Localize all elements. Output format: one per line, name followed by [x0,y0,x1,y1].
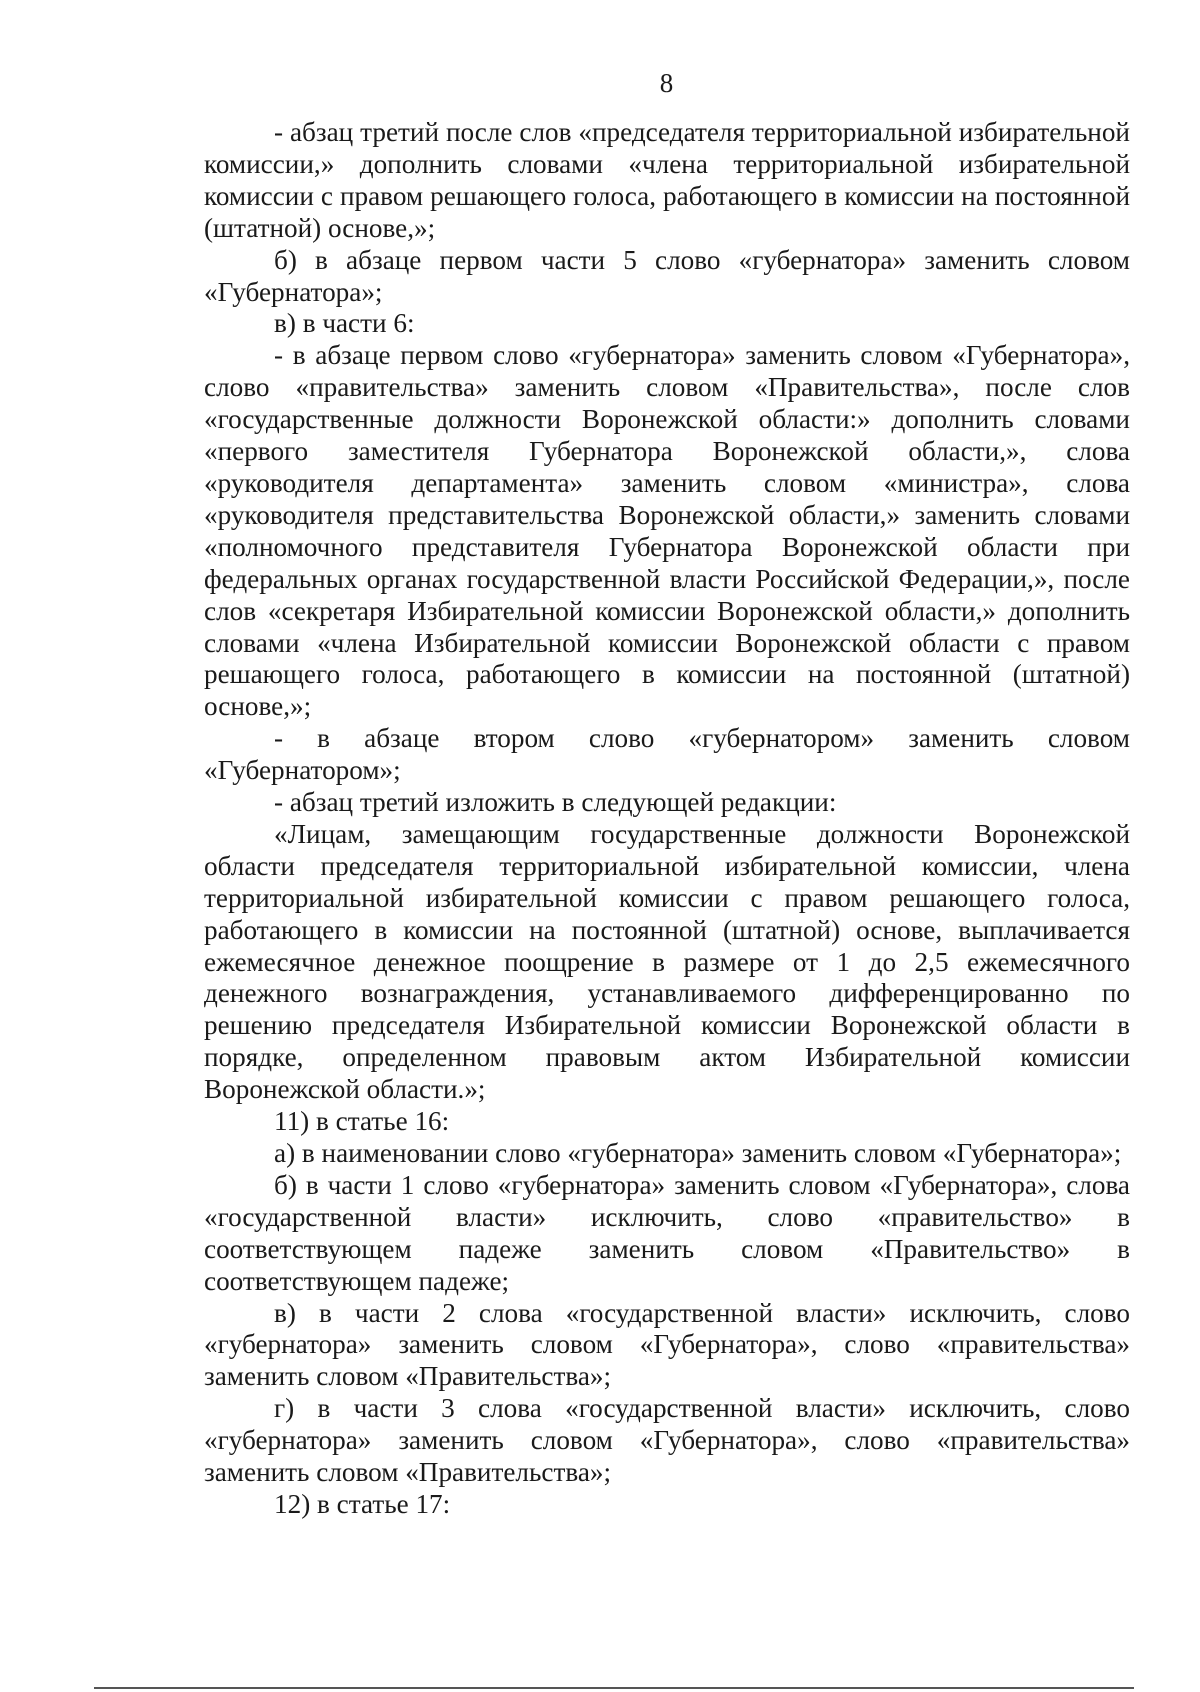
paragraph: - абзац третий изложить в следующей редакции: [274,787,837,818]
bottom-scan-edge [94,1687,1134,1689]
paragraph: - абзац третий после слов «председателя территориальной избирательной комиссии,» дополнить словами «члена территориальной избирательной комиссии с правом решающего голоса, работающего в комиссии на постоянной (штатной) основе,»; [204,117,1130,243]
document-body [204,117,1130,1521]
paragraph: б) в абзаце первом части 5 слово «губернатора» заменить словом «Губернатора»; [204,244,1130,307]
paragraph: 11) в статье 16: [274,1106,450,1137]
paragraph: - в абзаце первом слово «губернатора» заменить словом «Губернатора», слово «правительства» заменить словом «Правительства», после слов «государственные должности Воронежской области:» дополнить словами «первого заместителя Губернатора Воронежской области,», слова «руководителя департамента» заменить словом «министра», слова «руководителя представительства Воронежской области,» заменить словами «полномочного представителя Губернатора Воронежской области при федеральных органах государственной власти Российской Федерации,», после слов «секретаря Избирательной комиссии Воронежской области,» дополнить словами «члена Избирательной комиссии Воронежской области с правом решающего голоса, работающего в комиссии на постоянной (штатной) основе,»; [204,340,1130,722]
paragraph: г) в части 3 слова «государственной власти» исключить, слово «губернатора» заменить словом «Губернатора», слово «правительства» заменить словом «Правительства»; [204,1393,1130,1488]
paragraph: б) в части 1 слово «губернатора» заменить словом «Губернатора», слова «государственной власти» исключить, слово «правительство» в соответствующем падеже заменить словом «Правительство» в соответствующем падеже; [204,1169,1130,1296]
paragraph: - в абзаце втором слово «губернатором» заменить словом «Губернатором»; [204,723,1130,786]
paragraph: в) в части 2 слова «государственной власти» исключить, слово «губернатора» заменить словом «Губернатора», слово «правительства» заменить словом «Правительства»; [204,1297,1130,1392]
paragraph: в) в части 6: [274,308,415,339]
paragraph: а) в наименовании слово «губернатора» заменить словом «Губернатора»; [274,1138,1122,1168]
paragraph: «Лицам, замещающим государственные должности Воронежской области председателя территориальной избирательной комиссии, члена территориальной избирательной комиссии с правом решающего голоса, работающего в комиссии на постоянной (штатной) основе, выплачивается ежемесячное денежное поощрение в размере от 1 до 2,5 ежемесячного денежного вознаграждения, устанавливаемого дифференцированно по решению председателя Избирательной комиссии Воронежской области в порядке, определенном правовым актом Избирательной комиссии Воронежской области.»; [204,818,1130,1105]
paragraph: 12) в статье 17: [274,1488,451,1519]
page-number: 8 [659,68,674,98]
